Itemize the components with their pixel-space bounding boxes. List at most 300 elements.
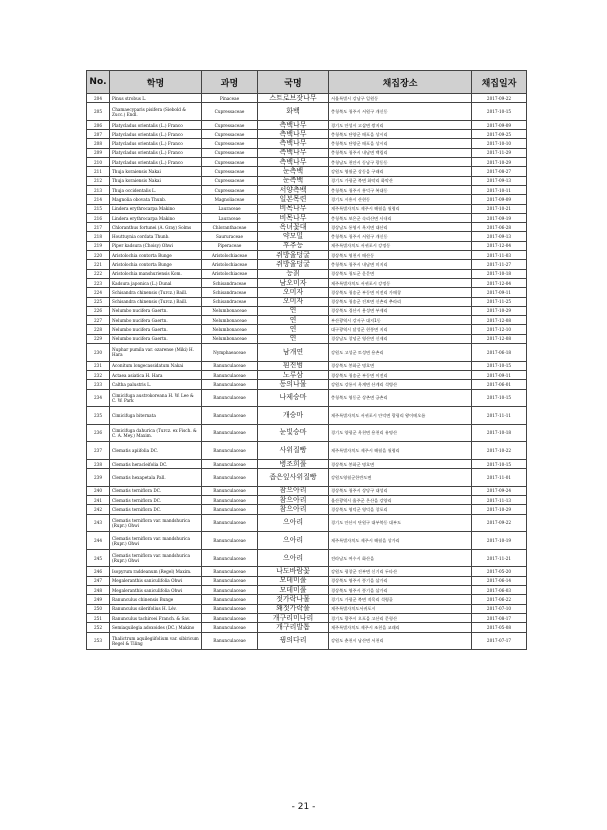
cell-no: 250 [87, 604, 110, 613]
cell-collection-site: 제주특별자치도 제주시 조천읍 교래리 [329, 623, 472, 632]
cell-family: Ranunculaceae [202, 486, 258, 495]
cell-collection-date: 2017-08-17 [472, 613, 527, 622]
cell-korean-name: 나도바람꽃 [258, 567, 329, 576]
cell-collection-site: 충청북도 단양군 매포읍 상시리 [329, 130, 472, 139]
cell-collection-date: 2017-12-04 [472, 278, 527, 287]
cell-no: 209 [87, 148, 110, 157]
header-collection-date: 채집일자 [472, 71, 527, 94]
cell-family: Ranunculaceae [202, 586, 258, 595]
table-row [87, 167, 527, 176]
cell-scientific-name: Schisandra chinensis (Turcz.) Baill. [110, 297, 202, 306]
specimen-table [86, 70, 527, 650]
cell-scientific-name: Nuphar pumila var. ozarense (Miki) H. Hara [110, 344, 202, 362]
cell-collection-site: 경기도 가평군 북면 적목리 석령골 [329, 595, 472, 604]
cell-collection-date: 2017-10-18 [472, 269, 527, 278]
cell-korean-name: 모데미풀 [258, 586, 329, 595]
cell-collection-date: 2017-09-09 [472, 120, 527, 129]
cell-family: Nelumbonaceae [202, 316, 258, 325]
cell-no: 240 [87, 486, 110, 495]
cell-no: 208 [87, 139, 110, 148]
cell-family: Aristolochiaceae [202, 269, 258, 278]
cell-family: Cupressaceae [202, 176, 258, 185]
cell-collection-date: 2017-10-15 [472, 103, 527, 121]
header-scientific-name: 학명 [110, 71, 202, 94]
cell-collection-site: 충청북도 단양군 매포읍 상시리 [329, 139, 472, 148]
cell-family: Chloranthaceae [202, 223, 258, 232]
cell-family: Piperaceae [202, 241, 258, 250]
cell-collection-date: 2017-10-22 [472, 442, 527, 460]
cell-collection-site: 제주특별자치도 서귀포시 안덕면 광평리 왕이메오름 [329, 407, 472, 425]
cell-collection-date: 2017-11-03 [472, 251, 527, 260]
cell-collection-date: 2017-06-18 [472, 344, 527, 362]
cell-family: Nelumbonaceae [202, 334, 258, 343]
cell-korean-name: 참으아리 [258, 505, 329, 514]
cell-no: 242 [87, 505, 110, 514]
cell-scientific-name: Platycladus orientalis (L.) Franco [110, 120, 202, 129]
cell-korean-name: 쥐방울덩굴 [258, 260, 329, 269]
cell-collection-site: 경기도 가평군 북면 화악리 화악산 [329, 176, 472, 185]
cell-family: Ranunculaceae [202, 632, 258, 650]
cell-no: 234 [87, 389, 110, 407]
cell-collection-site: 경상북도 경산시 용성면 부제리 [329, 306, 472, 315]
cell-korean-name: 개구리발톱 [258, 623, 329, 632]
cell-korean-name: 모데미풀 [258, 576, 329, 585]
cell-scientific-name: Thalictrum aquilegiifolium var. sibiricum Regel & Tiling [110, 632, 202, 650]
table-row [87, 604, 527, 613]
cell-collection-date: 2017-10-15 [472, 361, 527, 370]
table-row [87, 130, 527, 139]
cell-collection-date: 2017-07-10 [472, 604, 527, 613]
cell-no: 211 [87, 167, 110, 176]
cell-scientific-name: Cimicifuga austrokoreana H. W. Lee & C. W. Park [110, 389, 202, 407]
cell-scientific-name: Aristolochia manshuriensis Kom. [110, 269, 202, 278]
cell-collection-site: 경상북도 청송군 진보면 신촌리 추라리 [329, 297, 472, 306]
cell-collection-date: 2017-11-01 [472, 469, 527, 487]
cell-collection-site: 경기도 시흥시 산현동 [329, 195, 472, 204]
table-row [87, 361, 527, 370]
cell-no: 232 [87, 370, 110, 379]
cell-collection-site: 충청북도 영동군 상촌면 궁촌리 [329, 389, 472, 407]
cell-scientific-name: Magnolia obovata Thunb. [110, 195, 202, 204]
header-korean-name: 국명 [258, 71, 329, 94]
cell-family: Ranunculaceae [202, 459, 258, 468]
cell-collection-site: 부산광역시 강서구 대저1동 [329, 316, 472, 325]
cell-collection-date: 2017-11-21 [472, 549, 527, 567]
cell-collection-date: 2017-06-01 [472, 380, 527, 389]
cell-scientific-name: Cimicifuga biternata [110, 407, 202, 425]
cell-family: Schisandraceae [202, 278, 258, 287]
cell-collection-date: 2017-06-14 [472, 576, 527, 585]
cell-korean-name: 화백 [258, 103, 329, 121]
table-row [87, 204, 527, 213]
table-row [87, 195, 527, 204]
cell-no: 249 [87, 595, 110, 604]
cell-scientific-name: Clematis heracleifolia DC. [110, 459, 202, 468]
cell-no: 236 [87, 424, 110, 442]
cell-no: 212 [87, 176, 110, 185]
cell-collection-date: 2017-11-11 [472, 407, 527, 425]
cell-collection-date: 2017-10-18 [472, 424, 527, 442]
table-row [87, 334, 527, 343]
cell-scientific-name: Nelumbo nucifera Gaertn. [110, 325, 202, 334]
cell-collection-date: 2017-10-21 [472, 204, 527, 213]
table-row [87, 424, 527, 442]
cell-collection-site: 강원도 평창군 진부면 신기리 두타산 [329, 567, 472, 576]
table-row [87, 623, 527, 632]
cell-family: Ranunculaceae [202, 389, 258, 407]
cell-family: Ranunculaceae [202, 595, 258, 604]
cell-collection-site: 제주특별자치도 제주시 해월읍 월령리 [329, 442, 472, 460]
cell-collection-site: 경상북도 봉화군 명호면 [329, 361, 472, 370]
cell-no: 206 [87, 120, 110, 129]
cell-scientific-name: Aristolochia contorta Bunge [110, 251, 202, 260]
cell-korean-name: 연 [258, 334, 329, 343]
page-number: - 21 - [291, 802, 316, 812]
cell-no: 244 [87, 532, 110, 550]
cell-collection-site: 제주특별자치도 제주시 해월읍 월령리 [329, 204, 472, 213]
cell-scientific-name: Clematis terniflora DC. [110, 486, 202, 495]
cell-no: 251 [87, 613, 110, 622]
cell-scientific-name: Isopyrum raddeanum (Regel) Maxim. [110, 567, 202, 576]
table-row [87, 232, 527, 241]
cell-collection-site: 경상북도 영덕군 영덕읍 창포리 [329, 505, 472, 514]
cell-no: 231 [87, 361, 110, 370]
cell-korean-name: 측백나무 [258, 130, 329, 139]
cell-family: Cupressaceae [202, 130, 258, 139]
table-row [87, 251, 527, 260]
table-header-row [87, 71, 527, 94]
cell-no: 219 [87, 241, 110, 250]
cell-no: 218 [87, 232, 110, 241]
cell-scientific-name: Platycladus orientalis (L.) Franco [110, 139, 202, 148]
cell-korean-name: 서양측백 [258, 185, 329, 194]
cell-korean-name: 후추등 [258, 241, 329, 250]
cell-scientific-name: Nelumbo nucifera Gaertn. [110, 306, 202, 315]
cell-no: 227 [87, 316, 110, 325]
cell-family: Lauraceae [202, 204, 258, 213]
cell-collection-date: 2017-09-13 [472, 232, 527, 241]
cell-family: Nelumbonaceae [202, 306, 258, 315]
cell-korean-name: 연 [258, 306, 329, 315]
cell-korean-name: 으아리 [258, 549, 329, 567]
cell-scientific-name: Pinus strobus L. [110, 94, 202, 103]
cell-collection-date: 2017-12-08 [472, 334, 527, 343]
cell-collection-site: 전라남도 여수시 화산읍 [329, 549, 472, 567]
cell-korean-name: 동의나물 [258, 380, 329, 389]
table-body [87, 94, 527, 650]
cell-korean-name: 측백나무 [258, 158, 329, 167]
cell-collection-site: 강원도 영월군 상동읍 구래리 [329, 167, 472, 176]
cell-no: 207 [87, 130, 110, 139]
cell-scientific-name: Thuja koraiensis Nakai [110, 176, 202, 185]
cell-scientific-name: Megaleranthis saniculifolia Ohwi [110, 586, 202, 595]
cell-collection-date: 2017-12-04 [472, 241, 527, 250]
table-row [87, 94, 527, 103]
cell-collection-date: 2017-09-24 [472, 486, 527, 495]
cell-no: 215 [87, 204, 110, 213]
table-row [87, 139, 527, 148]
cell-korean-name: 사위질빵 [258, 442, 329, 460]
table-row [87, 241, 527, 250]
cell-collection-site: 경기도 광주시 오포읍 고산리 문형산 [329, 613, 472, 622]
cell-scientific-name: Clematis terniflora var. mandshurica (Rupr.) Ohwi [110, 514, 202, 532]
cell-collection-date: 2017-09-19 [472, 213, 527, 222]
header-family: 과명 [202, 71, 258, 94]
cell-korean-name: 개승마 [258, 407, 329, 425]
cell-scientific-name: Clematis terniflora DC. [110, 496, 202, 505]
cell-collection-site: 서울특별시 강남구 일원동 [329, 94, 472, 103]
cell-korean-name: 비목나무 [258, 213, 329, 222]
cell-family: Ranunculaceae [202, 380, 258, 389]
cell-collection-date: 2017-09-11 [472, 288, 527, 297]
cell-family: Nelumbonaceae [202, 325, 258, 334]
cell-korean-name: 젓가락나물 [258, 595, 329, 604]
cell-korean-name: 좁은잎사위질빵 [258, 469, 329, 487]
cell-family: Aristolochiaceae [202, 260, 258, 269]
cell-no: 210 [87, 158, 110, 167]
cell-collection-site: 충청남도 천안시 동남구 광동동 [329, 158, 472, 167]
cell-family: Ranunculaceae [202, 442, 258, 460]
cell-family: Ranunculaceae [202, 496, 258, 505]
cell-no: 238 [87, 459, 110, 468]
cell-collection-site: 경상북도 청송군 부동면 이전리 [329, 370, 472, 379]
cell-no: 247 [87, 576, 110, 585]
cell-scientific-name: Ranunculus tachiroei Franch. & Sav. [110, 613, 202, 622]
cell-collection-date: 2017-10-29 [472, 306, 527, 315]
cell-korean-name: 등칡 [258, 269, 329, 278]
cell-collection-date: 2017-09-11 [472, 370, 527, 379]
cell-collection-date: 2017-08-27 [472, 167, 527, 176]
cell-collection-date: 2017-10-11 [472, 185, 527, 194]
cell-collection-date: 2017-11-27 [472, 260, 527, 269]
cell-no: 226 [87, 306, 110, 315]
table-row [87, 325, 527, 334]
cell-no: 223 [87, 278, 110, 287]
cell-collection-date: 2017-12-10 [472, 325, 527, 334]
cell-collection-site: 충청북도 청주시 내남면 미지리 [329, 260, 472, 269]
cell-collection-site: 경기도 양평군 옥천면 용천리 유명산 [329, 424, 472, 442]
table-row [87, 496, 527, 505]
cell-collection-site: 경상북도 청송군 부동면 이전리 가매창 [329, 288, 472, 297]
cell-collection-site: 대구광역시 달성군 현풍면 지리 [329, 325, 472, 334]
cell-no: 229 [87, 334, 110, 343]
table-row [87, 486, 527, 495]
cell-korean-name: 꿩의다리 [258, 632, 329, 650]
cell-no: 230 [87, 344, 110, 362]
table-row [87, 514, 527, 532]
cell-collection-date: 2017-09-22 [472, 94, 527, 103]
cell-family: Saururaceae [202, 232, 258, 241]
cell-no: 225 [87, 297, 110, 306]
cell-scientific-name: Chamaecyparis pisifera (Siebold & Zucc.) Endl. [110, 103, 202, 121]
cell-family: Ranunculaceae [202, 576, 258, 585]
cell-korean-name: 비목나무 [258, 204, 329, 213]
cell-family: Magnoliaceae [202, 195, 258, 204]
table-row [87, 505, 527, 514]
cell-family: Ranunculaceae [202, 424, 258, 442]
cell-scientific-name: Aristolochia contorta Bunge [110, 260, 202, 269]
cell-korean-name: 남오미자 [258, 278, 329, 287]
cell-family: Ranunculaceae [202, 549, 258, 567]
header-collection-site: 채집장소 [329, 71, 472, 94]
cell-collection-site: 충청북도 청주시 흥덕구 복대동 [329, 185, 472, 194]
table-row [87, 380, 527, 389]
cell-collection-site: 경상북도 청도군 운문면 [329, 269, 472, 278]
cell-korean-name: 쥐방울덩굴 [258, 251, 329, 260]
cell-family: Schisandraceae [202, 297, 258, 306]
cell-collection-site: 경상북도 영천시 매산동 [329, 251, 472, 260]
cell-family: Ranunculaceae [202, 604, 258, 613]
cell-no: 204 [87, 94, 110, 103]
cell-family: Ranunculaceae [202, 514, 258, 532]
cell-collection-site: 강원도 춘천시 남산면 서천리 [329, 632, 472, 650]
cell-no: 241 [87, 496, 110, 505]
cell-no: 246 [87, 567, 110, 576]
table-row [87, 549, 527, 567]
cell-collection-date: 2017-12-08 [472, 316, 527, 325]
cell-no: 217 [87, 223, 110, 232]
cell-scientific-name: Clematis terniflora var. mandshurica (Rupr.) Ohwi [110, 532, 202, 550]
cell-scientific-name: Nelumbo nucifera Gaertn. [110, 334, 202, 343]
cell-scientific-name: Platycladus orientalis (L.) Franco [110, 158, 202, 167]
cell-family: Ranunculaceae [202, 469, 258, 487]
cell-collection-date: 2017-05-20 [472, 567, 527, 576]
cell-scientific-name: Clematis hexapetala Pall. [110, 469, 202, 487]
cell-family: Ranunculaceae [202, 532, 258, 550]
cell-collection-site: 울산광역시 울주군 온산읍 강양리 [329, 496, 472, 505]
cell-no: 221 [87, 260, 110, 269]
cell-scientific-name: Houttuynia cordata Thunb. [110, 232, 202, 241]
table-row [87, 389, 527, 407]
cell-scientific-name: Clematis terniflora DC. [110, 505, 202, 514]
cell-collection-date: 2017-06-22 [472, 595, 527, 604]
table-row [87, 185, 527, 194]
cell-family: Cupressaceae [202, 158, 258, 167]
cell-collection-site: 강원도 강릉시 옥계면 산계리 석병산 [329, 380, 472, 389]
cell-collection-site: 제주특별자치도서귀포시 [329, 604, 472, 613]
cell-family: Ranunculaceae [202, 567, 258, 576]
cell-collection-date: 2017-09-09 [472, 195, 527, 204]
cell-scientific-name: Actaea asiatica H. Hara [110, 370, 202, 379]
cell-collection-site: 강원도영월군한반도면 [329, 469, 472, 487]
cell-korean-name: 오미자 [258, 297, 329, 306]
cell-collection-date: 2017-10-19 [472, 532, 527, 550]
table-row [87, 370, 527, 379]
table-row [87, 288, 527, 297]
cell-collection-site: 제주특별자치도 서귀포시 강정동 [329, 278, 472, 287]
cell-family: Cupressaceae [202, 148, 258, 157]
cell-no: 248 [87, 586, 110, 595]
cell-scientific-name: Lindera erythrocarpa Makino [110, 213, 202, 222]
cell-korean-name: 눈빛승마 [258, 424, 329, 442]
cell-family: Ranunculaceae [202, 370, 258, 379]
table-row [87, 148, 527, 157]
cell-collection-date: 2017-11-25 [472, 297, 527, 306]
cell-korean-name: 참으아리 [258, 496, 329, 505]
cell-family: Cupressaceae [202, 103, 258, 121]
cell-scientific-name: Ranunculus chinensis Bunge [110, 595, 202, 604]
cell-collection-date: 2017-10-29 [472, 505, 527, 514]
cell-collection-site: 경상북도 영주시 풍기읍 삼가리 [329, 576, 472, 585]
cell-korean-name: 눈측백 [258, 176, 329, 185]
cell-no: 224 [87, 288, 110, 297]
cell-scientific-name: Semiaquilegia adoxoides (DC.) Makino [110, 623, 202, 632]
cell-scientific-name: Kadsura japonica (L.) Dunal [110, 278, 202, 287]
cell-korean-name: 약모밀 [258, 232, 329, 241]
cell-korean-name: 연 [258, 316, 329, 325]
table-row [87, 278, 527, 287]
table-row [87, 595, 527, 604]
cell-no: 213 [87, 185, 110, 194]
cell-collection-date: 2017-05-08 [472, 623, 527, 632]
cell-korean-name: 으아리 [258, 532, 329, 550]
cell-family: Pinaceae [202, 94, 258, 103]
table-row [87, 532, 527, 550]
table-row [87, 176, 527, 185]
cell-no: 253 [87, 632, 110, 650]
table-row [87, 297, 527, 306]
table-row [87, 269, 527, 278]
table-row [87, 567, 527, 576]
cell-collection-date: 2017-10-15 [472, 389, 527, 407]
cell-scientific-name: Thuja occidentalis L. [110, 185, 202, 194]
cell-scientific-name: Lindera erythrocarpa Makino [110, 204, 202, 213]
cell-korean-name: 왜젓가락풀 [258, 604, 329, 613]
cell-korean-name: 스트로브잣나무 [258, 94, 329, 103]
cell-collection-site: 경상남도 통영시 욕지면 대산리 [329, 223, 472, 232]
cell-family: Ranunculaceae [202, 361, 258, 370]
cell-scientific-name: Chloranthus fortunei (A. Gray) Solms [110, 223, 202, 232]
cell-korean-name: 남개연 [258, 344, 329, 362]
cell-no: 205 [87, 103, 110, 121]
table-row [87, 103, 527, 121]
cell-collection-site: 경상북도 봉화군 명호면 [329, 459, 472, 468]
table-row [87, 459, 527, 468]
cell-collection-date: 2017-11-29 [472, 148, 527, 157]
cell-scientific-name: Caltha palustris L. [110, 380, 202, 389]
cell-collection-site: 경상남도 창녕군 영산면 신제리 [329, 334, 472, 343]
table-row [87, 576, 527, 585]
cell-family: Ranunculaceae [202, 613, 258, 622]
cell-no: 237 [87, 442, 110, 460]
cell-scientific-name: Piper kadsura (Choisy) Ohwi [110, 241, 202, 250]
cell-collection-site: 제주특별자치도 제주시 해월읍 상가리 [329, 532, 472, 550]
table-row [87, 213, 527, 222]
cell-scientific-name: Schisandra chinensis (Turcz.) Baill. [110, 288, 202, 297]
cell-no: 235 [87, 407, 110, 425]
cell-korean-name: 병조희풀 [258, 459, 329, 468]
cell-no: 243 [87, 514, 110, 532]
table-row [87, 632, 527, 650]
cell-family: Ranunculaceae [202, 407, 258, 425]
cell-korean-name: 측백나무 [258, 148, 329, 157]
cell-collection-date: 2017-10-10 [472, 139, 527, 148]
table-row [87, 586, 527, 595]
cell-family: Nymphaeaceae [202, 344, 258, 362]
cell-collection-date: 2017-11-13 [472, 496, 527, 505]
table-row [87, 344, 527, 362]
cell-no: 228 [87, 325, 110, 334]
cell-korean-name: 참으아리 [258, 486, 329, 495]
table-row [87, 613, 527, 622]
cell-family: Cupressaceae [202, 139, 258, 148]
table-row [87, 120, 527, 129]
cell-korean-name: 눈측백 [258, 167, 329, 176]
cell-collection-date: 2017-06-28 [472, 223, 527, 232]
cell-no: 214 [87, 195, 110, 204]
cell-collection-site: 제주특별자치도 서귀포시 강정동 [329, 241, 472, 250]
cell-family: Aristolochiaceae [202, 251, 258, 260]
